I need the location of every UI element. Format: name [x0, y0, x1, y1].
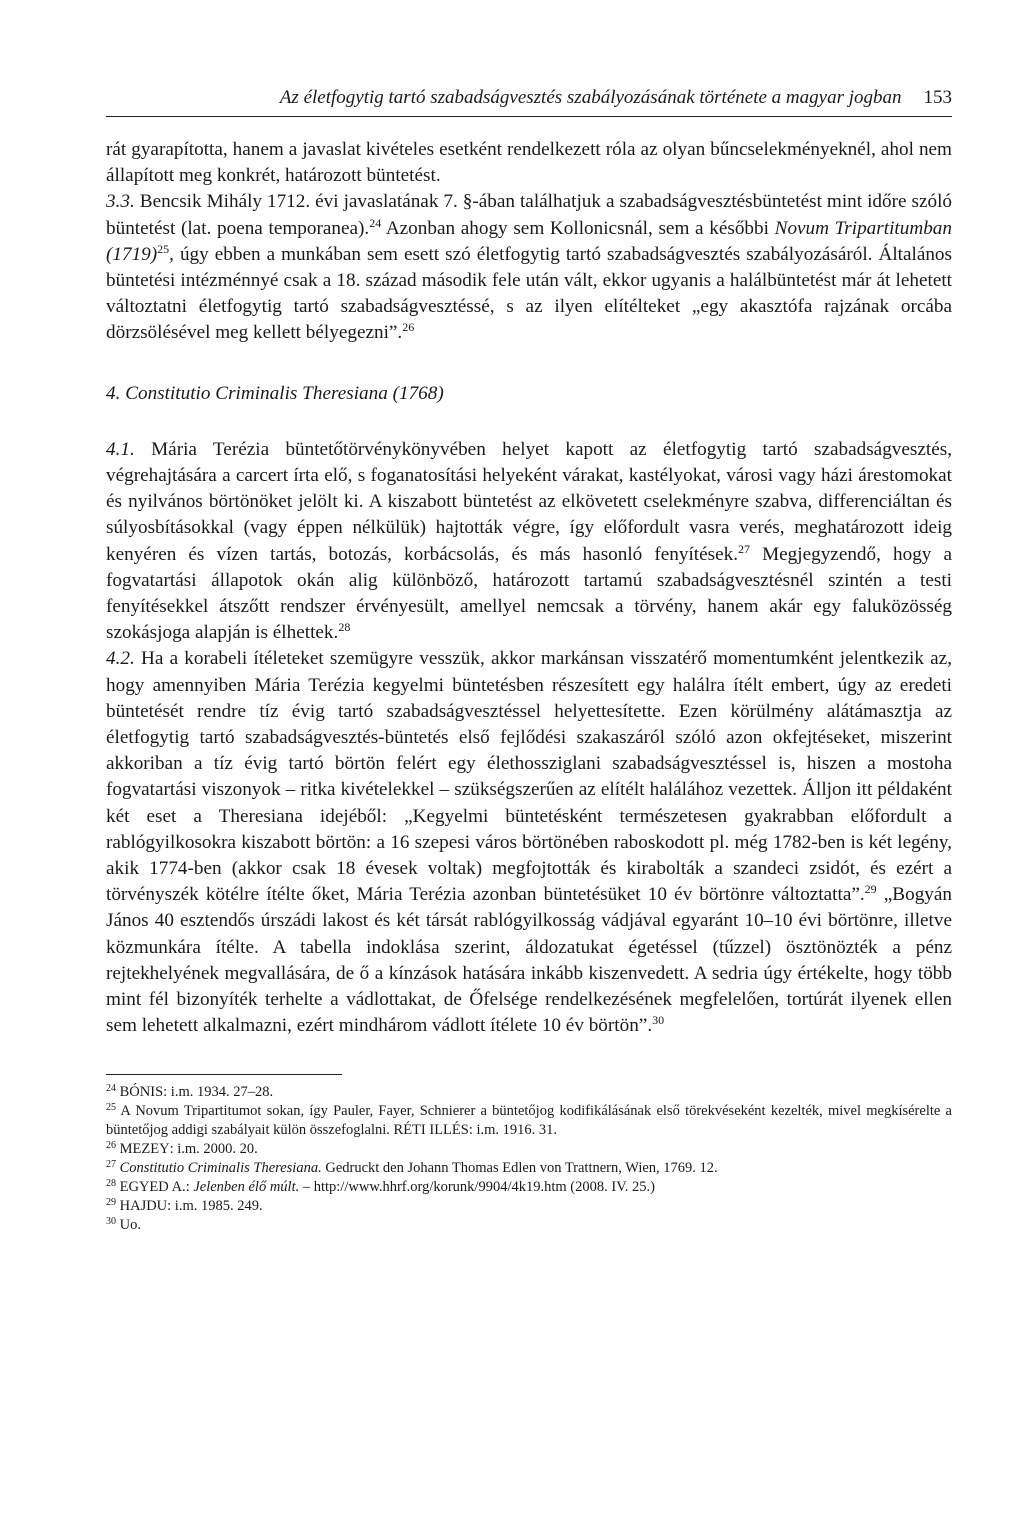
section-heading: 4. Constitutio Criminalis Theresiana (1768)	[106, 382, 444, 404]
footnote-ref: 26	[402, 320, 415, 335]
body-text	[106, 137, 952, 1040]
footnote-27	[106, 1159, 952, 1178]
footnote-ref: 24	[369, 215, 382, 230]
section-number: 4.1.	[106, 438, 135, 460]
text: , úgy ebben a munkában sem esett szó életfogytig tartó szabadságvesztés szabályozásáról. Általános büntetési intézménnyé csak a 18. század második fele után vált, ekkor ugyanis a halálbüntetést már át lehetett változtatni életfogytig tartó szabadságvesztéssé, s az ilyen elítélteket „egy akasztófa rajzának orcába dörzsölésével meg kellett bélyegezni”.	[106, 243, 952, 344]
footnote-26	[106, 1140, 952, 1159]
paragraph-3-3	[106, 189, 952, 346]
footnote-number: 26	[106, 1139, 116, 1151]
text: Bencsik Mihály 1712. évi javaslatának 7. §-ában találhatjuk a szabadságvesztésbüntetést mint időre szóló büntetést (lat. poena temporanea).	[106, 191, 952, 239]
text: „Bogyán János 40 esztendős úrszádi lakost és két társát rablógyilkosság vádjával egyaránt 10–10 évi börtönre, illetve közmunkára ítélte. A tabella indoklása szerint, áldozatukat égetéssel (tűzzel) ösztönözték a pénz rejtekhelyének megvallására, de ő a kínzások hatására inkább kiszenvedett. A sedria úgy értékelte, hogy több mint fél bizonyíték terhelte a vádlottakat, de Őfelsége rendelkezésének megfelelően, tortúrát ilyenek ellen sem lehetett alkalmazni, ezért mindhárom vádlott ítélete 10 év börtön”.	[106, 884, 952, 1037]
paragraph-1: rát gyarapította, hanem a javaslat kivételes esetként rendelkezett róla az olyan bűncselekményeknél, ahol nem állapított meg konkrét, határozott büntetést.	[106, 139, 952, 187]
footnote-ref: 25	[157, 241, 170, 256]
author: EGYED A.	[119, 1178, 186, 1195]
footnote-28	[106, 1178, 952, 1197]
footnote-number: 24	[106, 1082, 116, 1094]
footnotes	[106, 1068, 952, 1235]
footnote-rule	[106, 1074, 342, 1075]
running-title: Az életfogytig tartó szabadságvesztés szabályozásának története a magyar jogban	[279, 87, 902, 108]
text: : i.m. 1985. 249.	[167, 1197, 263, 1214]
footnote-ref: 27	[738, 541, 751, 556]
text: Azonban ahogy sem Kollonicsnál, sem a későbbi	[381, 217, 775, 239]
section-number: 3.3.	[106, 191, 135, 213]
text: Mária Terézia büntetőtörvénykönyvében helyet kapott az életfogytig tartó szabadságvesztés, végrehajtására a carcert írta elő, s foganatosítási helyeként várakat, kastélyokat, városi vagy házi árestomokat és nyilvános börtönöket jelölt ki. A kiszabott büntetést az elkövetett cselekményre szabva, differenciáltan és súlyosbításokkal (vagy éppen nélkülük) hajtották végre, így előfordult vasra verés, meghatározott ideig kenyéren és vízen tartás, botozás, korbácsolás, és más hasonló fenyítések.	[106, 438, 952, 565]
author: HAJDU	[119, 1197, 168, 1214]
text: Ha a korabeli ítéleteket szemügyre vesszük, akkor markánsan visszatérő momentumként jelentkezik az, hogy amennyiben Mária Terézia kegyelmi büntetésben részesített egy halálra ítélt embert, úgy az eredeti büntetését rendre tíz évig tartó szabadságvesztéssel helyettesítette. Ezen körülmény alátámasztja az életfogytig tartó szabadságvesztés-büntetés első fejlődési szakaszáról szóló azon okfejtéseket, miszerint akkoriban a tíz évig tartó börtön felért egy élethossziglani szabadságvesztéssel is, hiszen a mostoha fogvatartási viszonyok – ritka kivételekkel – szükségszerűen az elítélt halálához vezettek. Álljon itt példaként két eset a Theresiana idejéből: „Kegyelmi büntetésként természetesen gyakrabban előfordult a rablógyilkosokra kiszabott börtön: a 16 szepesi város börtönében raboskodott pl. még 1782-ben is két legény, akik 1774-ben (akkor csak 18 évesek voltak) megfojtották és kirabolták a szandeci zsidót, és ezért a törvényszék kötélre ítélte őket, Mária Terézia azonban büntetésüket 10 év börtönre változtatta”.	[106, 648, 952, 906]
paragraph-4-2	[106, 646, 952, 1039]
footnote-number: 30	[106, 1215, 116, 1227]
running-header	[106, 86, 952, 117]
author: RÉTI ILLÉS	[393, 1121, 469, 1138]
italic-title: Constitutio Criminalis Theresiana.	[119, 1159, 322, 1176]
text: A Novum Tripartitumot sokan, így Pauler, Fayer, Schnierer a büntetőjog kodifikálásának első törekvéseként kezelték, mivel megkísérelte a büntetőjog addigi szabályait külön összefoglalni.	[106, 1102, 952, 1138]
text: Gedruckt den Johann Thomas Edlen von Trattnern, Wien, 1769. 12.	[321, 1159, 718, 1176]
text: :	[185, 1178, 194, 1195]
footnote-30	[106, 1216, 952, 1235]
text: : i.m. 2000. 20.	[169, 1140, 258, 1157]
footnote-25	[106, 1102, 952, 1140]
footnote-ref: 30	[652, 1013, 665, 1028]
page-number: 153	[923, 87, 952, 108]
text: : i.m. 1934. 27–28.	[163, 1083, 274, 1100]
footnote-ref: 29	[864, 882, 877, 897]
text: : i.m. 1916. 31.	[468, 1121, 558, 1138]
footnote-24	[106, 1083, 952, 1102]
author: BÓNIS	[119, 1083, 164, 1100]
footnote-number: 27	[106, 1158, 116, 1170]
footnote-number: 29	[106, 1196, 116, 1208]
footnote-ref: 28	[338, 620, 351, 635]
page	[106, 86, 952, 1235]
italic-title: Jelenben élő múlt.	[193, 1178, 300, 1195]
author: MEZEY	[119, 1140, 170, 1157]
paragraph-4-1	[106, 437, 952, 647]
italic-title: Novum Tripartitumban (1719)	[106, 217, 952, 265]
section-number: 4.2.	[106, 648, 135, 670]
footnote-number: 28	[106, 1177, 116, 1189]
text: Megjegyzendő, hogy a fogvatartási állapotok okán alig különböző, határozott tartamú szabadságvesztésnél szintén a testi fenyítésekkel átszőtt rendszer érvényesült, amellyel nemcsak a törvény, hanem akár egy faluközösség szokásjoga alapján is élhettek.	[106, 543, 952, 644]
footnote-number: 25	[106, 1101, 116, 1113]
text: – http://www.hhrf.org/korunk/9904/4k19.htm (2008. IV. 25.)	[299, 1178, 656, 1195]
text: Uo.	[116, 1216, 141, 1233]
footnote-29	[106, 1197, 952, 1216]
